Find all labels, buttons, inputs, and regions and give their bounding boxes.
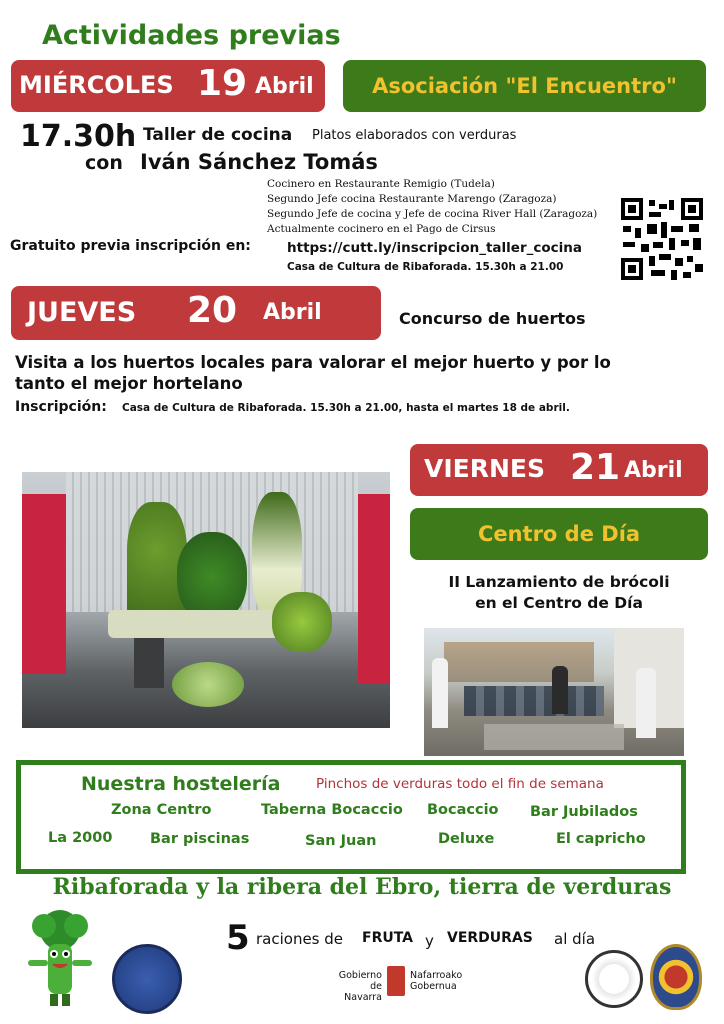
person-right [636,668,656,738]
hostelry-venue: La 2000 [48,830,113,846]
wednesday-con: con [85,152,123,174]
seated-group [464,686,604,716]
vegetable-sculpture-photo [22,472,390,728]
right-banner-stand [358,494,390,684]
table-leg [134,638,164,688]
friday-num: 21 [570,447,621,488]
friday-activity-line: en el Centro de Día [475,594,643,612]
thursday-day: JUEVES [27,297,137,328]
slogan: Ribaforada y la ribera del Ebro, tierra de verduras [52,874,672,900]
thursday-month: Abril [263,300,322,325]
gov-text-es [330,970,382,1003]
hostelry-venue: Bocaccio [427,802,499,818]
wednesday-time: 17.30h [20,119,137,154]
navarra-shield-icon [387,966,405,996]
friday-date-banner [410,444,708,496]
hostelry-box [16,760,686,874]
friday-month: Abril [624,458,683,483]
raciones-text: raciones de [256,930,344,948]
broccoli-cluster [177,532,247,622]
friday-activity [410,572,708,614]
thursday-description [15,352,611,394]
page-title: Actividades previas [42,20,341,51]
wednesday-description: Platos elaborados con verduras [312,128,517,143]
person-center [552,666,568,714]
chef-bio-line: Actualmente cocinero en el Pago de Cirsus [267,223,496,235]
chef-bio-line: Cocinero en Restaurante Remigio (Tudela) [267,178,495,190]
cabbage-pile [272,592,332,652]
registration-label: Gratuito previa inscripción en: [10,238,251,254]
thursday-inscription-label: Inscripción: [15,399,107,415]
raciones-end: al día [554,930,596,948]
thursday-num: 20 [187,290,238,331]
thursday-date-banner [11,286,381,340]
wednesday-month: Abril [255,74,314,99]
hostelry-venue: Bar piscinas [150,831,250,847]
hostelry-venue: Deluxe [438,831,495,847]
friday-day: VIERNES [424,454,545,483]
gov-text-line: de Navarra [344,981,382,1003]
thursday-activity: Concurso de huertos [399,309,586,328]
gov-text-line: Nafarroako [410,970,463,981]
left-banner-stand [22,494,66,674]
registration-link[interactable]: https://cutt.ly/inscripcion_taller_cocina [287,240,582,256]
day-center-photo [424,628,684,756]
municipal-sports-seal-icon [585,950,643,1008]
friday-place-banner: Centro de Día [410,508,708,560]
hostelry-venue: Zona Centro [111,802,212,818]
vegetable-basket [172,662,244,707]
broccoli-mascot-icon [24,908,96,1008]
raciones-fruta: FRUTA [362,930,414,946]
friday-activity-line: II Lanzamiento de brócoli [448,573,670,591]
thursday-description-line: Visita a los huertos locales para valorar el mejor huerto y por lo [15,353,611,372]
buildings [444,642,594,682]
qr-code[interactable] [621,198,703,280]
raciones-number: 5 [226,918,250,958]
hostelry-venue: Taberna Bocaccio [261,802,403,818]
wednesday-place: Casa de Cultura de Ribaforada. 15.30h a 21.00 [287,261,564,273]
gov-text-line: Gobierno [338,970,382,981]
hostelry-venue: Bar Jubilados [530,804,638,820]
person-standing [432,658,448,728]
thursday-description-line: tanto el mejor hortelano [15,374,243,393]
hostelry-title: Nuestra hostelería [81,773,281,795]
wednesday-date-banner [11,60,325,112]
wednesday-num: 19 [197,63,248,104]
thursday-inscription-text: Casa de Cultura de Ribaforada. 15.30h a 21.00, hasta el martes 18 de abril. [122,402,570,414]
wednesday-chef: Iván Sánchez Tomás [140,150,378,174]
town-coat-of-arms-icon [650,944,702,1010]
raciones-and: y [425,932,434,950]
gobierno-navarra-logo [330,966,470,1003]
chef-bio [267,177,597,237]
hostelry-subtitle: Pinchos de verduras todo el fin de semana [316,776,604,792]
hostelry-venue: San Juan [305,833,377,849]
wednesday-activity: Taller de cocina [143,125,293,145]
chef-bio-line: Segundo Jefe cocina Restaurante Marengo (Zaragoza) [267,193,557,205]
raciones-verduras: VERDURAS [447,930,533,946]
plastic-sheet [484,724,624,750]
chef-bio-line: Segundo Jefe de cocina y Jefe de cocina River Hall (Zaragoza) [267,208,598,220]
association-seal-icon [112,944,182,1014]
gov-text-eu [410,970,462,992]
hostelry-venue: El capricho [556,831,646,847]
wednesday-day: MIÉRCOLES [19,71,174,99]
gov-text-line: Gobernua [410,981,457,992]
wednesday-organizer-banner: Asociación "El Encuentro" [343,60,706,112]
